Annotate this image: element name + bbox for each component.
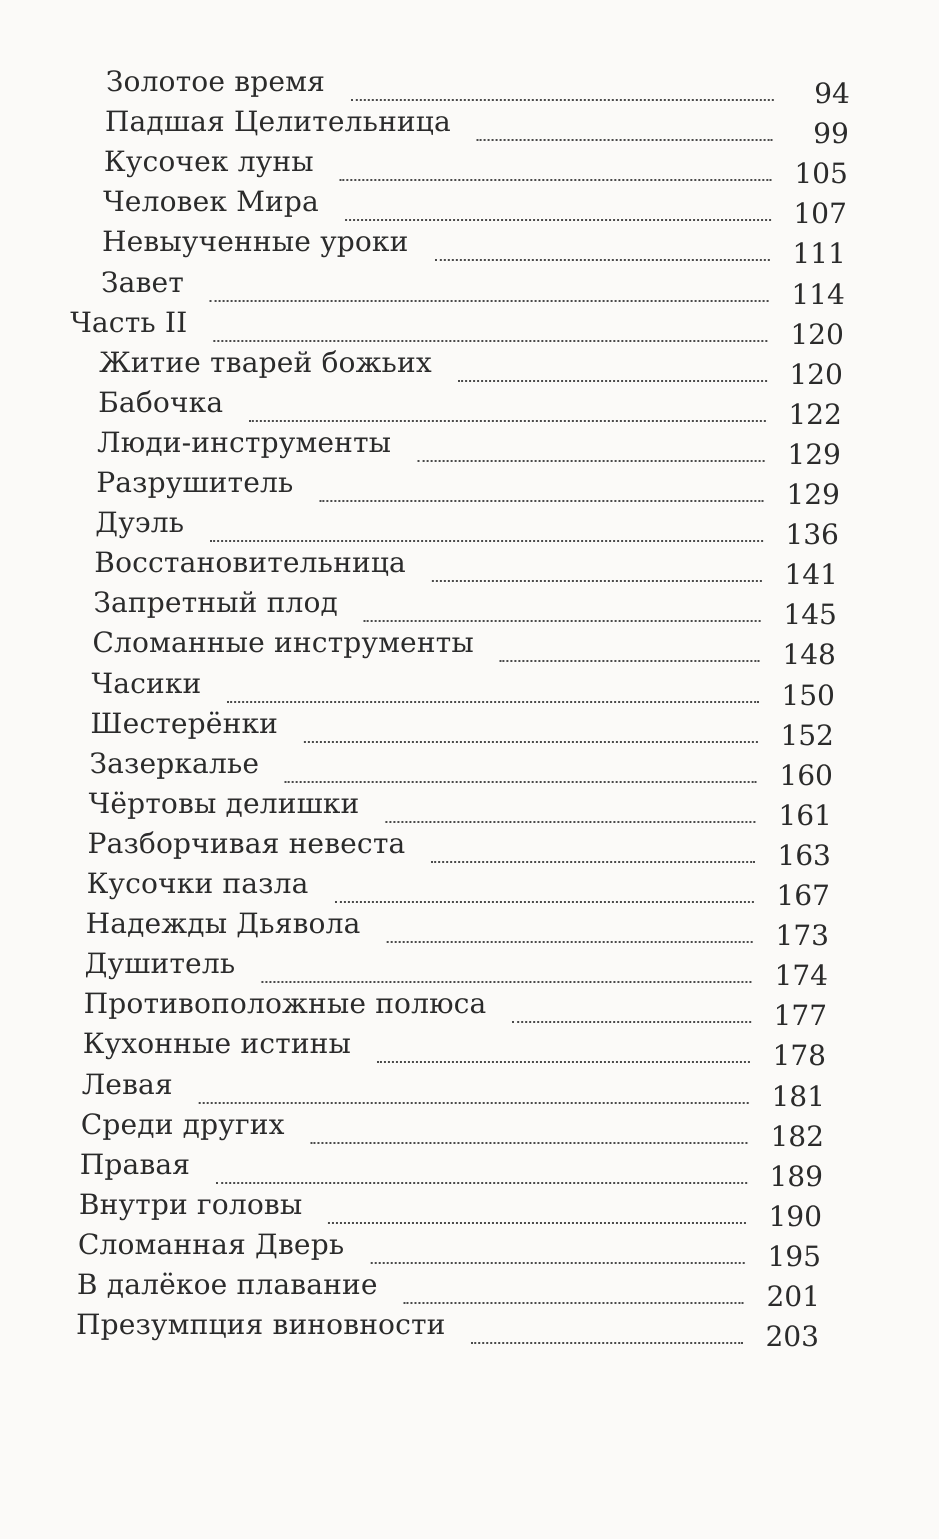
toc-entry [97, 425, 841, 471]
dot-leader [319, 500, 763, 502]
toc-entry-page-number: 182 [770, 1119, 825, 1153]
dot-leader [370, 1262, 745, 1264]
toc-entry-page-number: 120 [790, 317, 844, 351]
toc-entry-title: Восстановительница [94, 546, 407, 580]
toc-entry-title: Человек Мира [102, 185, 320, 219]
toc-entry-page-number: 189 [769, 1159, 824, 1193]
toc-entry-page-number: 190 [768, 1199, 823, 1233]
toc-entry [85, 907, 830, 953]
dot-leader [377, 1061, 750, 1063]
toc-entry-title: Сломанная Дверь [77, 1227, 345, 1261]
toc-entry-page-number: 94 [814, 77, 850, 110]
dot-leader [386, 941, 752, 943]
toc-entry-title: Кусочки пазла [86, 867, 309, 900]
toc-entry [86, 867, 831, 912]
toc-entry-page-number: 141 [784, 558, 839, 592]
toc-entry-title: Дуэль [95, 506, 185, 540]
dot-leader [431, 861, 755, 863]
toc-entry [93, 586, 838, 632]
toc-entry-page-number: 201 [766, 1280, 821, 1313]
toc-entry-page-number: 161 [778, 798, 833, 832]
toc-entry-title: Противоположные полюса [83, 987, 487, 1021]
toc-entry-page-number: 195 [767, 1239, 822, 1273]
toc-entry-title: Правая [79, 1147, 191, 1181]
toc-entry-page-number: 178 [772, 1039, 827, 1073]
toc-entry-title: Житие тварей божьих [99, 345, 432, 379]
toc-entry [92, 626, 837, 672]
dot-leader [404, 1302, 744, 1304]
toc-entry-page-number: 105 [794, 157, 848, 191]
toc-entry-title: Разрушитель [96, 466, 294, 499]
dot-leader [304, 741, 758, 743]
toc-entry-page-number: 145 [783, 598, 838, 632]
toc-entry-title: Падшая Целительница [104, 105, 452, 139]
toc-entry-page-number: 120 [789, 357, 843, 391]
toc-entry-title: Кусочек луны [103, 145, 314, 179]
dot-leader [477, 139, 773, 141]
toc-entry [91, 666, 836, 712]
toc-entry-title: Презумпция виновности [75, 1308, 446, 1342]
toc-entry-title: Разборчивая невеста [87, 826, 406, 860]
dot-leader [364, 620, 761, 622]
toc-entry [99, 345, 843, 391]
dot-leader [311, 1142, 748, 1144]
toc-entry-page-number: 148 [782, 638, 837, 672]
toc-entry-title: Шестерёнки [90, 706, 279, 740]
dot-leader [458, 380, 767, 382]
toc-entry [88, 786, 833, 832]
toc-entry-page-number: 129 [786, 478, 840, 511]
toc-entry [101, 225, 846, 271]
toc-entry [94, 546, 839, 592]
toc-entry-page-number: 152 [780, 718, 835, 752]
dot-leader [261, 981, 752, 983]
toc-entry [96, 466, 840, 511]
toc-entry-page-number: 114 [791, 277, 845, 311]
toc-entry-page-number: 99 [813, 117, 849, 151]
toc-entry-title: Невыученные уроки [101, 225, 409, 259]
dot-leader [249, 420, 766, 422]
toc-entry [98, 385, 842, 431]
dot-leader [340, 179, 772, 181]
toc-entry [84, 947, 829, 993]
toc-entry-title: Завет [100, 265, 185, 299]
toc-entry [104, 105, 849, 151]
dot-leader [351, 99, 774, 101]
toc-entry-title: Часики [91, 666, 202, 700]
dot-leader [213, 340, 767, 342]
toc-entry-page-number: 160 [779, 758, 834, 792]
dot-leader [285, 781, 757, 783]
toc-part-heading [70, 305, 844, 351]
toc-entry-page-number: 167 [776, 879, 831, 912]
toc-entry-page-number: 173 [775, 919, 830, 953]
dot-leader [512, 1021, 751, 1023]
toc-entry-title: Душитель [84, 947, 236, 981]
toc-entry-page-number: 163 [777, 838, 832, 872]
toc-entry [89, 746, 834, 792]
toc-entry [75, 1308, 820, 1354]
dot-leader [345, 219, 771, 221]
toc-entry-title: Запретный плод [93, 586, 339, 620]
toc-entry-page-number: 177 [773, 999, 828, 1033]
toc-entry [103, 145, 848, 191]
toc-entry-title: Внутри головы [78, 1187, 303, 1221]
toc-entry [78, 1187, 823, 1233]
toc-entry [100, 265, 845, 311]
toc-entry-page-number: 129 [787, 437, 841, 471]
toc-entry-title: Часть II [70, 305, 188, 339]
toc-entry-page-number: 181 [771, 1079, 826, 1113]
toc-entry [80, 1107, 825, 1153]
toc-entry-title: Бабочка [98, 385, 224, 419]
toc-entry [77, 1227, 822, 1273]
toc-entry [82, 1027, 827, 1073]
dot-leader [227, 701, 759, 703]
toc-entry-title: Кухонные истины [82, 1027, 352, 1061]
toc-entry-title: Чёртовы делишки [88, 786, 360, 820]
toc-entry-title: Золотое время [105, 65, 326, 98]
toc-entry [79, 1147, 824, 1193]
toc-entry-title: Среди других [80, 1107, 285, 1141]
dot-leader [500, 660, 760, 662]
dot-leader [432, 580, 762, 582]
dot-leader [417, 460, 765, 462]
toc-entry [90, 706, 835, 752]
toc-entry-page-number: 136 [785, 518, 839, 552]
toc-entry-title: Сломанные инструменты [92, 626, 475, 660]
dot-leader [210, 300, 769, 302]
toc-entry-page-number: 122 [788, 397, 842, 431]
dot-leader [210, 540, 763, 542]
toc-entry-title: Зазеркалье [89, 746, 260, 780]
dot-leader [385, 821, 756, 823]
toc-entry-page-number: 111 [792, 237, 846, 271]
toc-entry [76, 1268, 821, 1313]
dot-leader [471, 1342, 742, 1344]
toc-entry-page-number: 174 [774, 959, 829, 993]
toc-entry [87, 826, 832, 872]
toc-entry [102, 185, 847, 231]
dot-leader [434, 259, 769, 261]
toc-entry [95, 506, 839, 552]
toc-entry-page-number: 107 [793, 197, 847, 231]
dot-leader [328, 1222, 746, 1224]
toc-entry [81, 1067, 826, 1113]
toc-entry-page-number: 150 [781, 678, 836, 712]
dot-leader [334, 901, 753, 903]
toc-entry-title: Люди-инструменты [97, 425, 392, 459]
toc-entry [105, 65, 850, 110]
dot-leader [199, 1102, 749, 1104]
toc-entry-title: Левая [81, 1067, 173, 1101]
toc-entry [83, 987, 828, 1033]
toc-entry-page-number: 203 [765, 1320, 820, 1354]
toc-entry-title: Надежды Дьявола [85, 907, 361, 941]
dot-leader [216, 1182, 747, 1184]
toc-entry-title: В далёкое плавание [76, 1268, 378, 1301]
